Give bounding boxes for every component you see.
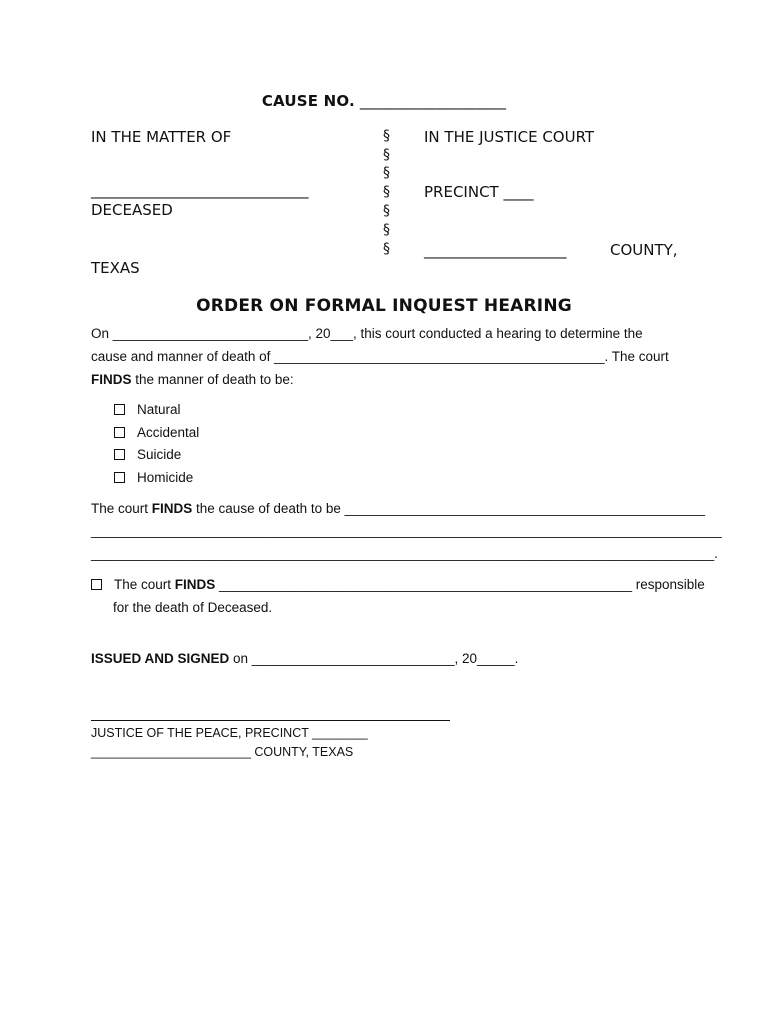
- precinct-label: PRECINCT ____: [424, 183, 534, 201]
- checkbox-icon[interactable]: [114, 449, 125, 460]
- section-mark: §: [383, 241, 390, 257]
- cause-prefix: The court: [91, 501, 152, 516]
- issued-signed-line: [91, 651, 681, 666]
- option-label: Accidental: [137, 425, 200, 440]
- option-suicide[interactable]: [114, 447, 181, 462]
- issued-date-text: on ___________________________, 20_____.: [229, 651, 519, 666]
- option-label: Homicide: [137, 470, 194, 485]
- hearing-date-line: On __________________________, 20___, this court conducted a hearing to determine the: [91, 326, 643, 341]
- section-mark: §: [383, 184, 390, 200]
- issued-signed-label: ISSUED AND SIGNED: [91, 651, 230, 666]
- checkbox-icon[interactable]: [114, 404, 125, 415]
- deceased-name-blank: _____________________________: [91, 181, 309, 199]
- county-blank: ___________________: [424, 241, 567, 259]
- finds-label: FINDS: [91, 372, 132, 387]
- cause-blank-line: ___________________________________________________________________________________.: [91, 546, 718, 561]
- county-label: COUNTY,: [610, 241, 678, 259]
- option-homicide[interactable]: [114, 470, 193, 485]
- manner-text: the manner of death to be:: [131, 372, 294, 387]
- cause-number: [0, 92, 768, 110]
- cause-blank: ___________________: [359, 92, 507, 110]
- option-label: Suicide: [137, 447, 182, 462]
- cause-text: the cause of death to be ________________________________________________: [192, 501, 706, 516]
- cause-blank-line: ____________________________________________________________________________________: [91, 523, 722, 538]
- county-texas-line: _______________________ COUNTY, TEXAS: [91, 745, 354, 759]
- signature-line: [91, 720, 450, 721]
- responsible-line2: for the death of Deceased.: [113, 600, 273, 615]
- responsible-text: _______________________________________________________ responsible: [215, 577, 705, 592]
- section-mark: §: [383, 203, 390, 219]
- section-mark: §: [383, 222, 390, 238]
- document-title: ORDER ON FORMAL INQUEST HEARING: [196, 296, 572, 316]
- checkbox-icon[interactable]: [114, 427, 125, 438]
- checkbox-icon[interactable]: [114, 472, 125, 483]
- finds-label: FINDS: [174, 577, 216, 592]
- deceased-line: cause and manner of death of ____________________________________________. The court: [91, 349, 669, 364]
- deceased-label: DECEASED: [91, 201, 173, 219]
- justice-court-label: IN THE JUSTICE COURT: [424, 128, 595, 146]
- checkbox-icon[interactable]: [91, 579, 102, 590]
- texas-label: TEXAS: [91, 259, 140, 277]
- section-mark: §: [383, 128, 390, 144]
- cause-finding-line: [91, 501, 706, 516]
- option-label: Natural: [137, 402, 181, 417]
- manner-finding-line: [91, 372, 681, 387]
- section-mark: §: [383, 147, 390, 163]
- cause-label: CAUSE NO.: [261, 92, 355, 110]
- matter-of: IN THE MATTER OF: [91, 128, 232, 146]
- section-mark: §: [383, 165, 390, 181]
- responsible-finding[interactable]: [91, 577, 705, 592]
- option-accidental[interactable]: [114, 425, 199, 440]
- justice-signature-title: JUSTICE OF THE PEACE, PRECINCT ________: [91, 726, 368, 740]
- responsible-prefix: The court: [114, 577, 175, 592]
- finds-label: FINDS: [151, 501, 193, 516]
- option-natural[interactable]: [114, 402, 181, 417]
